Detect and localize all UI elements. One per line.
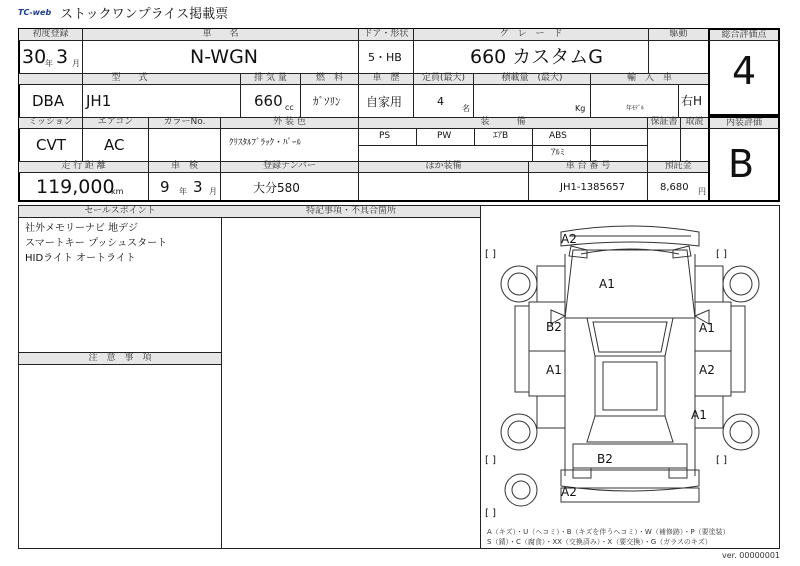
model-year-unit: 年ﾓﾃﾞﾙ: [626, 105, 645, 112]
label-plate: 登録ナンバー: [263, 161, 316, 171]
label-other-equip: ほか装備: [425, 161, 462, 171]
exterior-color: ｸﾘｽﾀﾙﾌﾞﾗｯｸ・ﾊﾟｰﾙ: [229, 138, 302, 148]
model-prefix: DBA: [32, 92, 65, 110]
capacity: 4: [437, 95, 444, 108]
plate: 大分580: [253, 181, 300, 195]
label-model: 型 式: [111, 73, 148, 83]
damage-mark-left-front-fender: B2: [546, 320, 562, 334]
label-overall-score: 総合評価点: [721, 30, 767, 40]
grade: 660 カスタムG: [470, 46, 604, 68]
label-deposit: 預託金: [664, 161, 692, 171]
label-mileage: 走 行 距 離: [61, 161, 106, 171]
bracket-bottom-left: [ ]: [485, 508, 496, 519]
label-color-no: カラーNo.: [163, 117, 206, 127]
inspection-year: 9: [160, 178, 170, 196]
label-manual: 取説: [685, 117, 704, 127]
label-warranty: 保証書: [650, 117, 678, 127]
version: ver. 00000001: [722, 551, 781, 560]
label-load: 積載量 (最大): [501, 73, 563, 83]
model-code: JH1: [86, 92, 112, 110]
displacement: 660: [254, 92, 283, 110]
mileage: 119,000: [36, 176, 115, 198]
damage-mark-right-rear: A1: [691, 408, 707, 422]
bracket-front-right: [ ]: [716, 249, 727, 260]
label-equipment: 装 備: [480, 117, 526, 127]
legend-line-1: A（キズ）・U（ヘコミ）・B（キズを伴うヘコミ）・W（補修跡）・P（要塗装）: [487, 528, 730, 536]
damage-mark-hatch: B2: [597, 452, 613, 466]
label-exterior: 外 装 色: [273, 117, 306, 127]
legend-line-2: S（錆）・C（腐食）・XX（交換済み）・X（要交換）・G（ガラスのキズ）: [487, 538, 712, 546]
label-chassis: 車 台 番 号: [565, 161, 611, 171]
sales-point-1: 社外メモリーナビ 地デジ: [25, 223, 138, 234]
damage-mark-hood: A1: [599, 277, 615, 291]
km-unit: km: [111, 187, 124, 196]
overall-score: 4: [732, 49, 757, 93]
damage-mark-rear-bumper: A2: [561, 485, 577, 499]
first-reg-month: 3: [56, 46, 69, 68]
label-displacement: 排 気 量: [254, 73, 287, 83]
steering: 右H: [681, 94, 703, 108]
chassis-number: JH1-1385657: [560, 182, 625, 193]
inspection-month-unit: 月: [209, 187, 217, 196]
label-car-name: 車 名: [202, 29, 239, 39]
sales-point-3: HIDライト オートライト: [25, 253, 136, 264]
fuel: ｶﾞｿﾘﾝ: [313, 95, 341, 108]
inspection-month: 3: [193, 178, 203, 196]
history: 自家用: [366, 95, 403, 109]
equip-alloy: ｱﾙﾐ: [551, 148, 565, 158]
yen-unit: 円: [698, 187, 706, 196]
label-inspection: 車 検: [170, 161, 198, 171]
bracket-rear-right: [ ]: [716, 455, 727, 466]
page-title: ストックワンプライス掲載票: [60, 7, 229, 22]
label-grade: グ レ ー ド: [499, 29, 563, 39]
door-type: 5・HB: [368, 51, 402, 64]
interior-score: B: [728, 142, 755, 186]
damage-mark-right-door: A2: [699, 363, 715, 377]
label-history: 車 歴: [372, 73, 400, 83]
equip-ps: PS: [379, 131, 391, 141]
sales-point-2: スマートキー プッシュスタート: [25, 238, 168, 249]
year-unit: 年: [45, 59, 53, 68]
first-reg-year: 30: [22, 46, 47, 68]
bracket-rear-left: [ ]: [485, 455, 496, 466]
label-drive: 駆動: [669, 29, 688, 39]
deposit: 8,680: [660, 182, 689, 193]
label-sales-points: セールスポイント: [84, 206, 156, 216]
damage-mark-left-door: A1: [546, 363, 562, 377]
car-name: N-WGN: [190, 46, 259, 68]
bracket-front-left: [ ]: [485, 249, 496, 260]
label-capacity: 定員(最大): [421, 73, 466, 83]
label-aircon: エアコン: [97, 117, 134, 127]
label-remarks: 特記事項・不具合箇所: [305, 206, 396, 216]
kg-unit: Kg: [575, 104, 586, 113]
inspection-year-unit: 年: [179, 187, 187, 196]
equip-pw: PW: [437, 131, 452, 141]
damage-mark-front-bumper: A2: [561, 232, 577, 246]
month-unit: 月: [72, 59, 80, 68]
label-notes: 注 意 事 項: [88, 353, 152, 363]
equip-airbag: ｴｱB: [493, 131, 509, 141]
label-first-reg: 初度登録: [32, 29, 69, 39]
car-damage-diagram: [481, 206, 779, 548]
label-fuel: 燃 料: [315, 73, 343, 83]
mission: CVT: [36, 136, 66, 154]
aircon: AC: [104, 136, 125, 154]
person-unit: 名: [462, 104, 470, 113]
damage-mark-right-front-fender: A1: [699, 321, 715, 335]
label-door-type: ドア・形状: [363, 29, 409, 39]
label-import: 輸 入 車: [626, 73, 672, 83]
label-interior-score: 内装評価: [725, 118, 762, 128]
label-mission: ミッション: [28, 117, 73, 127]
equip-abs: ABS: [549, 131, 567, 141]
cc-unit: cc: [285, 103, 294, 112]
logo: TC-web: [18, 8, 52, 17]
